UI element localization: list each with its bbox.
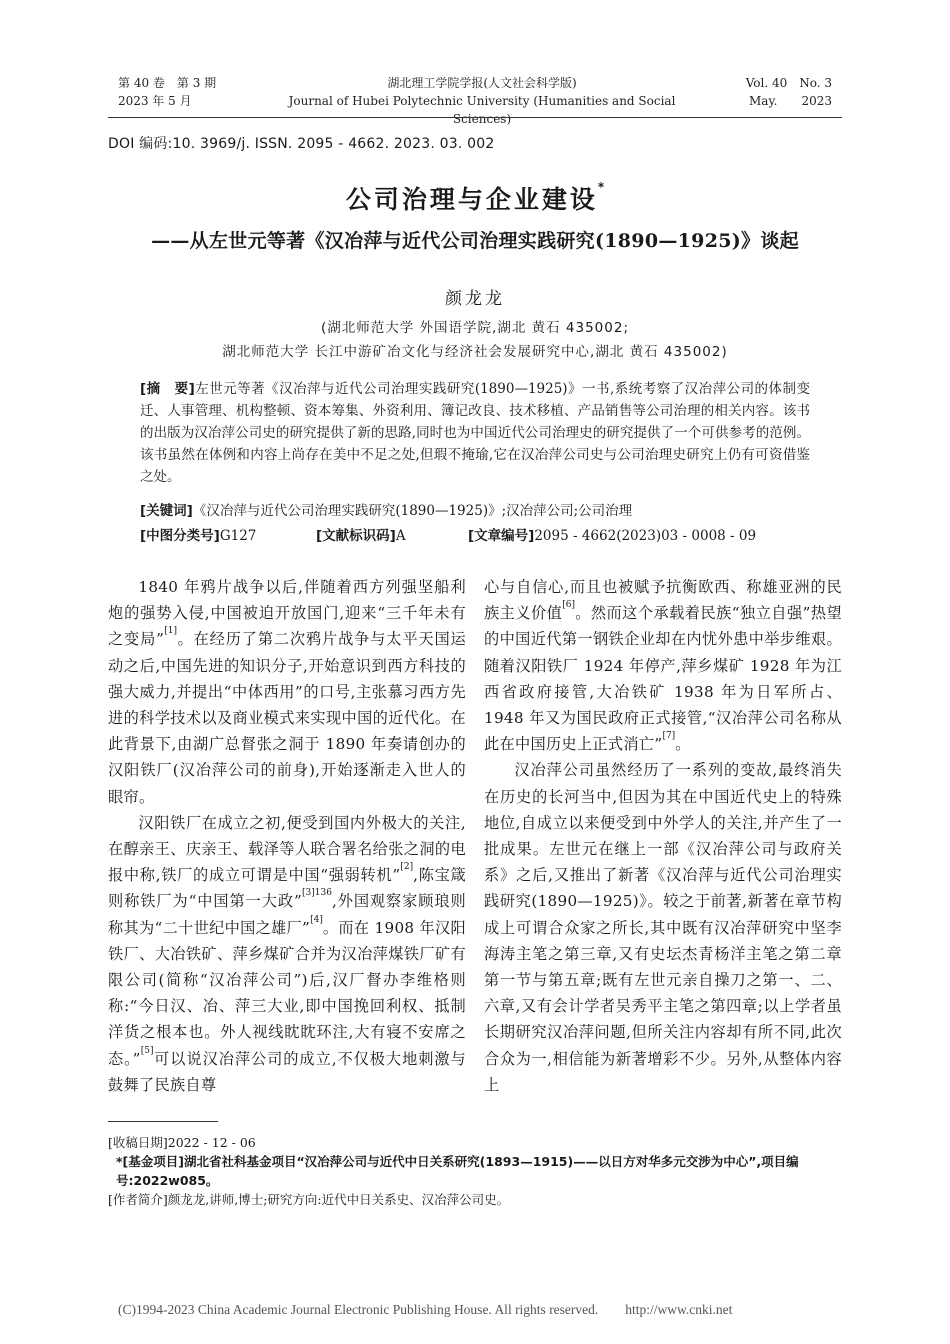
copyright-notice: (C)1994-2023 China Academic Journal Electronic Publishing House. All rights reserved. http://www.cnki.net: [118, 1302, 733, 1317]
body-column-right: [484, 574, 842, 1098]
author-bio-label: [作者简介]: [108, 1192, 168, 1207]
author-bio-text: 颜龙龙,讲师,博士;研究方向:近代中日关系史、汉冶萍公司史。: [167, 1192, 510, 1207]
author-name: 颜龙龙: [445, 289, 505, 309]
volume-issue-en: Vol. 40 No. 3: [745, 76, 832, 90]
body-text: ,外国观察家顾琅则称其为“二十世纪中国之雄厂”: [108, 892, 466, 937]
title-text: 公司治理与企业建设: [345, 185, 598, 214]
keywords-label: [关键词]: [140, 503, 193, 519]
clc-label: [中图分类号]: [140, 528, 220, 544]
clc-number: [140, 525, 256, 547]
article-number-label: [文章编号]: [468, 528, 535, 544]
footnote-author: [108, 1190, 842, 1209]
received-date: 2022 - 12 - 06: [167, 1135, 256, 1150]
citation-ref: [1]: [164, 626, 177, 637]
header-rule: [108, 117, 842, 118]
body-text: 。然而这个承载着民族“独立自强”热望的中国近代第一钢铁企业却在内忧外患中举步维艰。随着汉阳铁厂 1924 年停产,萍乡煤矿 1928 年为江西省政府接管,大冶铁矿 1938 年为日军所占、1948 年又为国民政府正式接管,“汉冶萍公司名称从此在中国历史上正式消亡”: [484, 604, 842, 754]
citation-ref: [6]: [562, 600, 576, 611]
journal-name-en: Journal of Hubei Polytechnic University (Humanities and Social Sciences): [288, 94, 676, 126]
received-label: [收稿日期]: [108, 1135, 168, 1150]
affiliation-line-1: (湖北师范大学 外国语学院,湖北 黄石 435002;: [320, 320, 629, 336]
abstract-label: [摘 要]: [140, 381, 195, 397]
title-footnote-mark: *: [597, 180, 605, 194]
keywords: [140, 500, 632, 522]
publication-date: 2023 年 5 月: [118, 94, 192, 108]
running-header-volume: [118, 74, 258, 110]
citation-ref: [7]: [662, 731, 676, 742]
document-code-value: A: [395, 528, 406, 544]
body-paragraph: 汉冶萍公司虽然经历了一系列的变故,最终消失在历史的长河当中,但因为其在中国近代史上的特殊地位,自成立以来便受到中外学人的关注,并产生了一批成果。左世元在继上一部《汉冶萍公司与政府关系》之后,又推出了新著《汉冶萍与近代公司治理实践研究(1890—1925)》。较之于前著,新著在章节构成上可谓合众家之所长,其中既有汉冶萍研究中坚李海涛主笔之第三章,又有史坛杰青杨洋主笔之第二章第一节与第五章;既有左世元亲自操刀之第一、二、六章,又有会计学者吴秀平主笔之第四章;以上学者虽长期研究汉冶萍问题,但所关注内容却有所不同,此次合众为一,相信能为新著增彩不少。另外,从整体内容上: [484, 761, 842, 1094]
fund-text: 湖北省社科基金项目“汉冶萍公司与近代中日关系研究(1893—1915)——以日方对华多元交涉为中心”,项目编号:2022w085。: [116, 1154, 799, 1188]
citation-ref: [5]: [140, 1045, 154, 1056]
journal-name-cn: 湖北理工学院学报(人文社会科学版): [387, 76, 577, 90]
body-paragraph: [108, 574, 466, 810]
article-number: [468, 525, 756, 547]
body-text: ,陈宝箴则称铁厂为“中国第一大政”: [108, 866, 467, 911]
document-code-label: [文献标识码]: [316, 528, 396, 544]
body-column-left: [108, 574, 466, 1098]
body-text: 可以说汉冶萍公司的成立,不仅极大地刺激与鼓舞了民族自尊: [108, 1049, 466, 1094]
fund-label: *[基金项目]: [116, 1154, 184, 1169]
article-number-value: 2095 - 4662(2023)03 - 0008 - 09: [534, 528, 757, 544]
affiliation-line-2: 湖北师范大学 长江中游矿冶文化与经济社会发展研究中心,湖北 黄石 435002): [222, 344, 728, 360]
body-paragraph: [108, 810, 466, 1098]
publication-date-en: May. 2023: [749, 94, 832, 108]
clc-value: G127: [219, 528, 257, 544]
doi: DOI 编码:10. 3969/j. ISSN. 2095 - 4662. 2023. 03. 002: [108, 136, 495, 152]
abstract-text: 左世元等著《汉冶萍与近代公司治理实践研究(1890—1925)》一书,系统考察了汉冶萍公司的体制变迁、人事管理、机构整顿、资本筹集、外资利用、簿记改良、技术移植、产品销售等公司治理的相关内容。该书的出版为汉冶萍公司史的研究提供了新的思路,同时也为中国近代公司治理史的研究提供了一个可供参考的范例。该书虽然在体例和内容上尚存在美中不足之处,但瑕不掩瑜,它在汉冶萍公司史与公司治理史研究上仍有可资借鉴之处。: [140, 381, 810, 485]
body-text: 。: [675, 735, 691, 754]
running-header-journal: [262, 74, 702, 128]
body-text: 。而在 1908 年汉阳铁厂、大冶铁矿、萍乡煤矿合并为汉冶萍煤铁厂矿有限公司(简称“汉冶萍公司”)后,汉厂督办李维格则称:“今日汉、冶、萍三大业,即中国挽回利权、抵制洋货之根本也。外人视线眈眈环注,大有寝不安席之态。”: [108, 918, 466, 1068]
footnote-rule: [108, 1121, 218, 1122]
volume-issue: 第 40 卷 第 3 期: [118, 76, 217, 90]
document-code: [316, 525, 406, 547]
body-text: 汉阳铁厂在成立之初,便受到国内外极大的关注,在醇亲王、庆亲王、载泽等人联合署名给张之洞的电报中称,铁厂的成立可谓是中国“强弱转机”: [108, 813, 466, 885]
citation-ref: [4]: [310, 914, 323, 925]
abstract: [140, 378, 810, 488]
running-header-vol-en: [720, 74, 832, 110]
citation-ref: [3]136: [302, 888, 332, 899]
footnote-received: [108, 1133, 842, 1152]
citation-ref: [2]: [400, 862, 414, 873]
body-text: 1840 年鸦片战争以后,伴随着西方列强坚船利炮的强势入侵,中国被迫开放国门,迎来“三千年未有之变局”: [108, 578, 466, 649]
article-title: [108, 180, 842, 216]
footnote-fund: [116, 1152, 842, 1190]
body-paragraph: [484, 574, 842, 757]
article-subtitle: ——从左世元等著《汉冶萍与近代公司治理实践研究(1890—1925)》谈起: [151, 230, 799, 252]
body-text: 心与自信心,而且也被赋予抗衡欧西、称雄亚洲的民族主义价值: [484, 578, 842, 623]
body-text: 。在经历了第二次鸦片战争与太平天国运动之后,中国先进的知识分子,开始意识到西方科技的强大威力,并提出“中体西用”的口号,主张慕习西方先进的科学技术以及商业模式来实现中国的近代化。在此背景下,由湖广总督张之洞于 1890 年奏请创办的汉阳铁厂(汉冶萍公司的前身),开始逐渐走入世人的眼帘。: [108, 630, 466, 806]
keywords-text: 《汉冶萍与近代公司治理实践研究(1890—1925)》;汉冶萍公司;公司治理: [192, 503, 633, 519]
